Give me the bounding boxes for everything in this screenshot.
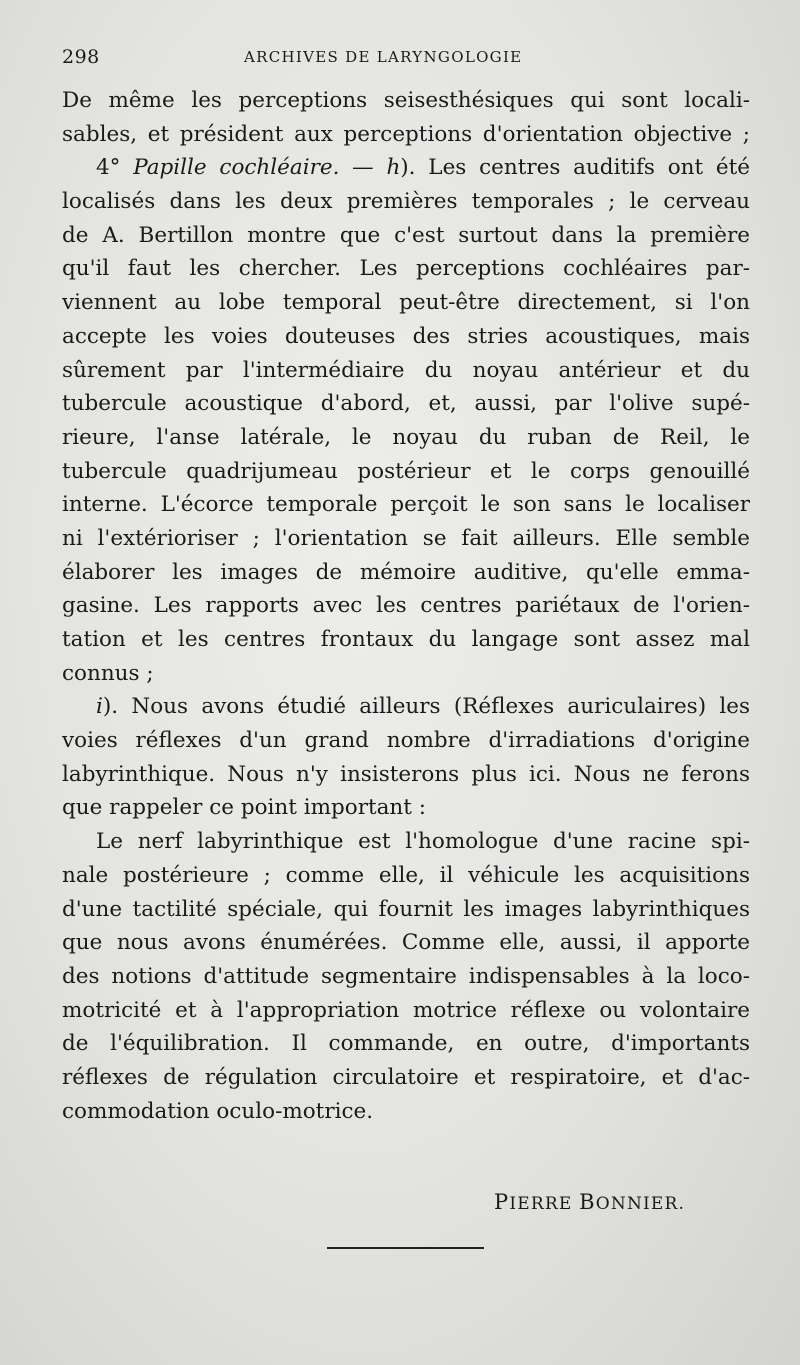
text-segment: qu'il faut les chercher. Les perceptions cochléaires par- — [62, 256, 750, 282]
text-line — [62, 84, 750, 118]
text-line — [62, 994, 750, 1028]
text-segment: accepte les voies douteuses des stries acoustiques, mais — [62, 323, 750, 349]
italic-segment: Papille cochléaire. — h — [133, 155, 401, 181]
text-segment: gasine. Les rapports avec les centres pariétaux de l'orien- — [62, 593, 750, 619]
signature-last-initial: B — [579, 1190, 596, 1214]
text-line — [62, 1027, 750, 1061]
text-segment: d'une tactilité spéciale, qui fournit les images labyrinthiques — [62, 896, 750, 922]
text-line — [62, 926, 750, 960]
text-segment: de l'équilibration. Il commande, en outre, d'importants — [62, 1031, 750, 1057]
text-segment: motricité et à l'appropriation motrice réflexe ou volontaire — [62, 997, 750, 1023]
text-segment: voies réflexes d'un grand nombre d'irradiations d'origine — [62, 728, 750, 754]
text-line — [62, 859, 750, 893]
text-segment: réflexes de régulation circulatoire et respiratoire, et d'ac- — [62, 1064, 750, 1090]
text-line — [62, 623, 750, 657]
text-segment: 4° — [96, 155, 134, 181]
text-line — [62, 589, 750, 623]
text-segment: ). Nous avons étudié ailleurs (Réflexes auriculaires) les — [102, 694, 750, 720]
text-line — [62, 185, 750, 219]
text-line — [62, 455, 750, 489]
text-line — [62, 151, 750, 185]
text-segment: que rappeler ce point important : — [62, 795, 426, 821]
text-segment: nale postérieure ; comme elle, il véhicule les acquisitions — [62, 862, 750, 888]
signature-first-rest: IERRE — [509, 1194, 573, 1214]
text-segment: tubercule acoustique d'abord, et, aussi, par l'olive supé- — [62, 391, 750, 417]
text-line — [62, 556, 750, 590]
text-line — [62, 657, 750, 691]
text-line — [62, 960, 750, 994]
text-segment: Le nerf labyrinthique est l'homologue d'une racine spi- — [96, 829, 750, 855]
text-segment: élaborer les images de mémoire auditive, qu'elle emma- — [62, 559, 750, 585]
text-segment: viennent au lobe temporal peut-être directement, si l'on — [62, 290, 750, 316]
italic-segment: i — [96, 694, 103, 720]
text-segment: interne. L'écorce temporale perçoit le son sans le localiser — [62, 492, 750, 518]
author-signature — [494, 1190, 685, 1214]
page-number: 298 — [62, 46, 100, 68]
text-line — [62, 522, 750, 556]
text-segment: tation et les centres frontaux du langage sont assez mal — [62, 627, 750, 652]
text-line — [62, 286, 750, 320]
text-segment: que nous avons énumérées. Comme elle, aussi, il apporte — [62, 930, 750, 956]
text-line — [62, 1061, 750, 1095]
text-line — [62, 118, 750, 152]
text-segment: sûrement par l'intermédiaire du noyau antérieur et du — [62, 357, 750, 383]
text-line — [62, 488, 750, 522]
text-segment: localisés dans les deux premières temporales ; le cerveau — [62, 189, 750, 215]
text-segment: commodation oculo-motrice. — [62, 1098, 374, 1124]
body-text — [62, 84, 750, 1128]
end-rule — [327, 1247, 484, 1249]
text-line — [62, 690, 750, 724]
text-segment: ni l'extérioriser ; l'orientation se fait ailleurs. Elle semble — [62, 525, 750, 551]
text-line — [62, 791, 750, 825]
text-segment: sables, et président aux perceptions d'orientation objective ; — [62, 121, 750, 147]
text-segment: de A. Bertillon montre que c'est surtout dans la première — [62, 222, 750, 248]
text-line — [62, 219, 750, 253]
text-segment: ). Les centres auditifs ont été — [400, 155, 750, 181]
text-line — [62, 354, 750, 388]
text-segment: connus ; — [62, 660, 154, 686]
signature-first-initial: P — [494, 1190, 510, 1214]
text-line — [62, 252, 750, 286]
text-segment: tubercule quadrijumeau postérieur et le corps genouillé — [62, 458, 750, 484]
running-head: ARCHIVES DE LARYNGOLOGIE — [244, 48, 523, 66]
text-line — [62, 758, 750, 792]
text-line — [62, 893, 750, 927]
text-line — [62, 825, 750, 859]
text-line — [62, 724, 750, 758]
text-segment: des notions d'attitude segmentaire indispensables à la loco- — [62, 963, 750, 989]
text-segment: De même les perceptions seisesthésiques qui sont locali- — [62, 88, 750, 113]
text-segment: labyrinthique. Nous n'y insisterons plus ici. Nous ne ferons — [62, 761, 750, 787]
text-line — [62, 387, 750, 421]
text-line — [62, 1095, 750, 1129]
text-line — [62, 421, 750, 455]
text-segment: rieure, l'anse latérale, le noyau du ruban de Reil, le — [62, 424, 750, 450]
signature-last-rest: ONNIER. — [595, 1194, 686, 1214]
page-header — [62, 46, 752, 72]
text-line — [62, 320, 750, 354]
